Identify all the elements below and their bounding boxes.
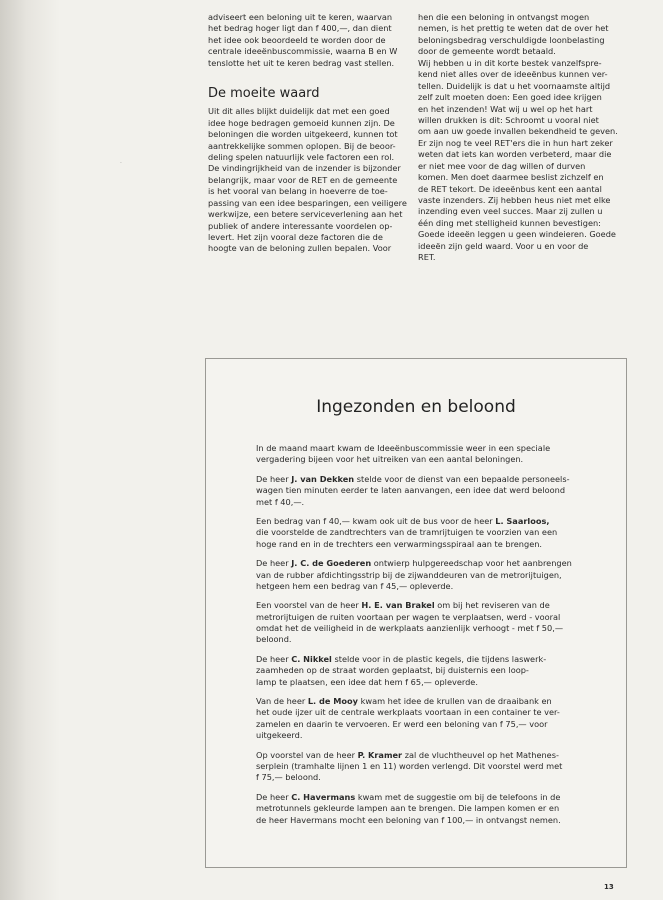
text-line: aantrekkelijke sommen oplopen. Bij de beoor- (208, 140, 396, 151)
award-paragraph (256, 558, 596, 592)
person-name: J. C. de Goederen (291, 558, 372, 569)
person-name: L. Saarloos, (495, 515, 550, 526)
text-line: serplein (tramhalte lijnen 1 en 11) worden verlengd. Dit voorstel werd met (256, 760, 563, 771)
section-heading: De moeite waard (208, 86, 320, 102)
text-line: door de gemeente wordt betaald. (418, 46, 556, 57)
text-line: wagen tien minuten eerder te laten aanvangen, een idee dat werd beloond (256, 485, 566, 496)
text-line: metrotunnels gekleurde lampen aan te brengen. Die lampen komen er en (256, 803, 560, 814)
text-line: het idee ook beoordeeld te worden door de (208, 34, 386, 45)
right-text-column (418, 12, 618, 264)
text-line: die voorstelde de zandtrechters van de tramrijtuigen te voorzien van een (256, 527, 558, 538)
text-line: publiek of andere interessante voordelen op- (208, 220, 393, 231)
text-line: vaste inzenders. Zij hebben heus niet met elke (418, 195, 611, 205)
text-line: de heer Havermans mocht een beloning van f 100,— in ontvangst nemen. (256, 814, 561, 825)
text-line: tellen. Duidelijk is dat u het voornaamste altijd (418, 80, 611, 91)
text-line: Wij hebben u in dit korte bestek vanzelfspre- (418, 57, 602, 68)
text-line: zaamheden op de straat worden geplaatst, bij duisternis een loop- (256, 665, 529, 676)
text-line: belangrijk, maar voor de RET en de gemeente (208, 174, 398, 185)
text-line: komen. Men doet daarmee beslist zichzelf en (418, 172, 604, 183)
award-paragraph (256, 792, 596, 826)
text-run: Van de heer (256, 696, 308, 707)
text-line: De vindingrijkheid van de inzender is bijzonder (208, 163, 401, 174)
text-run: ontwierp hulpgereedschap voor het aanbrengen (371, 558, 572, 569)
page-number: 13 (604, 883, 614, 891)
text-line: vergadering bijeen voor het uitreiken van een aantal beloningen. (256, 454, 524, 465)
award-paragraph (256, 516, 596, 550)
text-run: Een voorstel van de heer (256, 600, 362, 611)
text-line: de RET tekort. De ideeënbus kent een aantal (418, 183, 602, 194)
text-line: metrorijtuigen de ruiten voortaan per wagen te verplaatsen, werd - vooral (256, 611, 561, 622)
person-name: J. van Dekken (291, 473, 355, 484)
text-line: In de maand maart kwam de Ideeënbuscommissie weer in een speciale (256, 443, 551, 453)
text-line: hoogte van de beloning zullen bepalen. Voor (208, 243, 392, 254)
text-line: beloond. (256, 634, 292, 645)
text-run: Een bedrag van f 40,— kwam ook uit de bus voor de heer (256, 515, 496, 526)
text-line: hen die een beloning in ontvangst mogen (418, 12, 590, 22)
awards-box (205, 358, 627, 868)
text-line: nemen, is het prettig te weten dat de over het (418, 23, 609, 34)
left-text-column (208, 12, 407, 255)
text-line: weten dat iets kan worden verbeterd, maar die (418, 149, 612, 160)
text-run: De heer (256, 558, 292, 569)
text-line: RET. (418, 252, 436, 263)
text-line: van de rubber afdichtingsstrip bij de zijwanddeuren van de metrorijtuigen, (256, 569, 562, 580)
text-line: levert. Het zijn vooral deze factoren die de (208, 232, 383, 242)
text-line: idee hoge bedragen gemoeid kunnen zijn. De (208, 117, 395, 128)
text-line: passing van een idee besparingen, een veiligere (208, 197, 407, 208)
award-paragraph (256, 474, 596, 508)
text-line: er niet mee voor de dag willen of durven (418, 160, 586, 171)
award-paragraph (256, 696, 596, 742)
text-run: om bij het reviseren van de (434, 600, 550, 611)
person-name: L. de Mooy (307, 696, 359, 707)
text-line: deling spelen natuurlijk vele factoren een rol. (208, 151, 395, 162)
text-line: is het vooral van belang in hoeverre de toe- (208, 186, 388, 197)
text-line: centrale ideeënbuscommissie, waarna B en W (208, 46, 398, 57)
text-run: kwam het idee de krullen van de draaibank en (358, 696, 552, 707)
box-title: Ingezonden en beloond (316, 397, 516, 417)
person-name: H. E. van Brakel (361, 600, 435, 611)
intro-paragraph (256, 443, 596, 466)
text-line: Goede ideeën leggen u geen windeieren. Goede (418, 229, 616, 240)
award-paragraph (256, 654, 596, 688)
text-line: adviseert een beloning uit te keren, waarvan (208, 12, 393, 22)
text-line: uitgekeerd. (256, 730, 303, 741)
person-name: C. Nikkel (291, 653, 332, 664)
text-run: De heer (256, 791, 292, 802)
person-name: P. Kramer (357, 749, 403, 760)
text-line: lamp te plaatsen, een idee dat hem f 65,— opleverde. (256, 676, 478, 687)
paper-speck: · (120, 160, 122, 167)
award-paragraph (256, 750, 596, 784)
text-line: Uit dit alles blijkt duidelijk dat met een goed (208, 106, 390, 117)
text-line: zamelen en daarin te vervoeren. Er werd een beloning van f 75,— voor (256, 718, 548, 729)
box-body (256, 443, 596, 834)
text-line: Er zijn nog te veel RET'ers die in hun hart zeker (418, 137, 613, 148)
text-line: hoge rand en in de trechters een verwarmingsspiraal aan te brengen. (256, 538, 543, 549)
text-line: werkwijze, een betere serviceverlening aan het (208, 209, 403, 220)
text-line: inzending even veel succes. Maar zij zullen u (418, 206, 603, 217)
text-run: kwam met de suggestie om bij de telefoons in de (355, 791, 561, 802)
text-line: ideeën zijn geld waard. Voor u en voor de (418, 240, 589, 251)
text-line: beloningen die worden uitgekeerd, kunnen tot (208, 129, 398, 140)
text-run: De heer (256, 653, 292, 664)
text-line: hetgeen hem een bedrag van f 45,— opleverde. (256, 580, 454, 591)
text-line: het bedrag hoger ligt dan f 400,—, dan dient (208, 23, 392, 34)
text-line: en het inzenden! Wat wij u wel op het hart (418, 103, 593, 114)
text-line: f 75,— beloond. (256, 772, 321, 783)
text-line: met f 40,—. (256, 496, 305, 507)
text-run: De heer (256, 473, 292, 484)
text-run: zal de vluchtheuvel op het Mathenes- (402, 749, 559, 760)
text-line: omdat het de veiligheid in de werkplaats aanzienlijk verhoogt - met f 50,— (256, 623, 564, 634)
text-line: kend niet alles over de ideeënbus kunnen ver- (418, 69, 608, 80)
text-line: tenslotte het uit te keren bedrag vast stellen. (208, 57, 395, 68)
text-run: stelde voor in de plastic kegels, die tijdens laswerk- (331, 653, 547, 664)
person-name: C. Havermans (291, 791, 356, 802)
page-gutter-shadow (0, 0, 60, 900)
text-run: stelde voor de dienst van een bepaalde personeels- (354, 473, 570, 484)
text-line: beloningsbedrag verschuldigde loonbelasting (418, 34, 605, 45)
award-paragraph (256, 600, 596, 646)
text-line: één ding met stelligheid kunnen bevestigen: (418, 217, 601, 228)
text-run: Op voorstel van de heer (256, 749, 358, 760)
text-line: zelf zult moeten doen: Een goed idee krijgen (418, 92, 602, 103)
text-line: willen drukken is dit: Schroomt u vooral niet (418, 114, 599, 125)
text-line: het oude ijzer uit de centrale werkplaats voortaan in een container te ver- (256, 707, 560, 718)
text-line: om aan uw goede invallen bekendheid te geven. (418, 126, 618, 137)
